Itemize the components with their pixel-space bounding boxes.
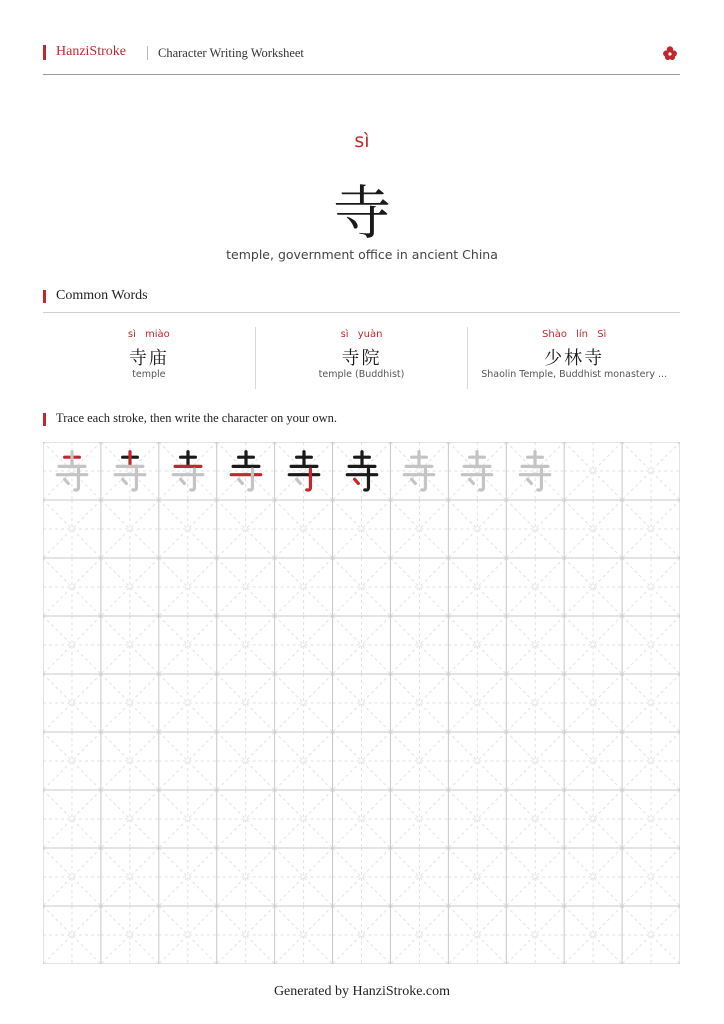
- stroke-path: [470, 479, 474, 483]
- section-title: Common Words: [56, 288, 148, 303]
- worksheet-subtitle: Character Writing Worksheet: [158, 46, 304, 60]
- word-pinyin: Shào lín Sì: [542, 329, 607, 340]
- common-words-heading: [43, 288, 680, 313]
- word-pinyin: sì miào: [127, 329, 170, 340]
- word-card: [43, 327, 255, 389]
- word-meaning: temple (Buddhist): [318, 369, 405, 380]
- stroke-order-step: [275, 442, 333, 500]
- common-words-list: [43, 327, 680, 389]
- word-hanzi: 寺庙: [128, 348, 169, 369]
- stroke-path: [364, 469, 368, 490]
- stroke-path: [412, 479, 416, 483]
- stroke-path: [133, 469, 137, 490]
- stroke-path: [65, 479, 69, 483]
- word-pinyin: sì yuàn: [340, 329, 383, 340]
- section-accent-bar: [43, 413, 46, 426]
- character-pinyin: sì: [354, 130, 370, 152]
- practice-instruction: Trace each stroke, then write the character on your own.: [56, 411, 338, 425]
- footer-text: Generated by HanziStroke.com: [273, 984, 451, 999]
- stroke-path: [248, 469, 252, 490]
- header-divider: [147, 46, 148, 60]
- brand-name: HanziStroke: [56, 44, 126, 59]
- stroke-path: [123, 479, 127, 483]
- word-hanzi: 少林寺: [544, 348, 605, 369]
- grid-lines: [43, 442, 680, 964]
- trace-character: [448, 442, 506, 500]
- word-card: [467, 327, 680, 389]
- stroke-order-step: [333, 442, 391, 500]
- trace-character: [506, 442, 564, 500]
- trace-character: [390, 442, 448, 500]
- stroke-path: [538, 469, 542, 490]
- word-meaning: Shaolin Temple, Buddhist monastery ...: [481, 369, 668, 380]
- main-character: 寺: [332, 179, 391, 247]
- character-definition: temple, government office in ancient China: [226, 247, 498, 262]
- stroke-path: [296, 479, 300, 483]
- section-accent-bar: [43, 290, 46, 303]
- stroke-path: [75, 469, 79, 490]
- stroke-path: [191, 469, 195, 490]
- stroke-path: [238, 479, 242, 483]
- red-flower-icon: [662, 45, 678, 61]
- worksheet-header: [43, 42, 680, 75]
- word-card: [255, 327, 468, 389]
- stroke-path: [422, 469, 426, 490]
- practice-heading: [43, 411, 680, 429]
- stroke-order-step: [217, 442, 275, 500]
- stroke-path: [306, 469, 310, 490]
- word-hanzi: 寺院: [341, 348, 382, 369]
- stroke-path: [180, 479, 184, 483]
- header-accent-bar: [43, 45, 46, 60]
- stroke-path: [528, 479, 532, 483]
- stroke-order-step: [43, 442, 101, 500]
- stroke-order-step: [101, 442, 159, 500]
- practice-grid[interactable]: [43, 442, 680, 964]
- stroke-path: [480, 469, 484, 490]
- stroke-order-step: [159, 442, 217, 500]
- word-meaning: temple: [132, 369, 166, 380]
- stroke-path: [354, 479, 358, 483]
